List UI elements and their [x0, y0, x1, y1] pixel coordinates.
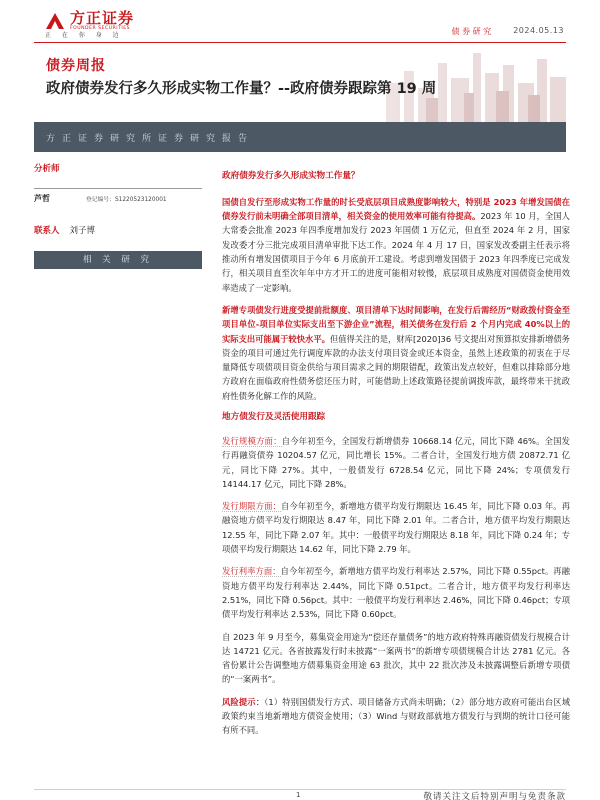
report-title: 政府债券发行多久形成实物工作量？--政府债券跟踪第 19 周	[46, 81, 437, 97]
sidebar-divider	[34, 188, 202, 189]
slogan: 正 在 你 身 边	[45, 32, 124, 39]
paragraph-2	[222, 303, 570, 403]
section-title-2: 地方债发行及灵活使用跟踪	[222, 412, 326, 423]
header-meta	[452, 26, 564, 37]
registration-number: 登记编号：S1220523120001	[86, 197, 167, 203]
term-text: 自今年初至今，新增地方债平均发行期限达 16.45 年，同比下降 0.03 年。再融资地方债平均发行期限达 8.47 年，同比下降 2.01 年。二者合计，地方债平均发行期限达 12.55 年，同比下降 2.07 年。其中：一般债平均发行期限达 8.18 年，同比下降 0.24 年；专项债平均发行期限达 14.62 年，同比下降 2.79 年。	[222, 501, 570, 555]
sidebar	[34, 162, 202, 269]
paragraph-2-body: 但值得关注的是，财库[2020]36 号文提出对预算拟安排新增债务资金的项目可通过先行调度库款的办法支付项目资金或还本资金，虽然上述政策的初衷在于尽量降低专项债项目资金供给与项目需求之间的期限错配，政策出发点较好，但难以排除部分地方政府在面临政府性债务偿还压力时，可能借助上述政策路径提前调拨库款，最终带来干扰政府性债务化解工作的风险。	[222, 333, 570, 401]
section-title-1: 政府债券发行多久形成实物工作量？	[222, 171, 360, 181]
paragraph-1-body: 2023 年 10 月，全国人大常委会批准 2023 年四季度增加发行 2023 年国债 1 万亿元，但直至 2024 年 2 月，国家发改委才分三批完成项目清单审批下达工作。2024 年 4 月 17 日，国家发改委副主任表示将推动所有增发国债项目于今年 6 月底前开工建设。考虑到增发国债于 2023 年四季度已完成发行，相关项目直至次年年中方才开工的进度可能相对较慢，底层项目成熟度对国债资金使用效率造成了一定影响。	[222, 211, 570, 293]
term-label: 发行期限方面：	[222, 501, 281, 512]
issuance-term-paragraph	[222, 499, 570, 556]
contact-name: 刘子博	[69, 226, 96, 236]
rate-label: 发行利率方面：	[222, 566, 281, 577]
institute-band	[34, 122, 566, 152]
report-type: 债券周报	[46, 58, 106, 74]
report-date: 2024.05.13	[513, 26, 564, 35]
paragraph-1-highlight: 国债自发行至形成实物工作量的时长受底层项目成熟度影响较大，特别是 2023 年增发国债在债券发行前未明确全部项目清单，相关资金的使用效率可能有待提高。	[222, 196, 570, 222]
contact-row	[34, 224, 202, 236]
brand-name: 方正证券	[70, 8, 135, 27]
issuance-scale-paragraph	[222, 434, 570, 491]
rate-text: 自今年初至今，新增地方债平均发行利率达 2.57%，同比下降 0.55pct。再融资地方债平均发行利率达 2.44%，同比下降 0.51pct。二者合计，地方债平均发行利率达 2.51%，同比下降 0.56pct。其中：一般债平均发行利率达 2.46%，同比下降 0.46pct；专项债平均发行利率达 2.53%，同比下降 0.60pct。	[222, 566, 570, 620]
paragraph-1	[222, 195, 570, 295]
founder-logo-icon	[44, 11, 66, 31]
analyst-row	[34, 193, 202, 204]
paragraph-2-highlight: 新增专项债发行进度受提前批额度、项目清单下达时间影响，在发行后需经历“财政拨付资金至项目单位-项目单位实际支出至下游企业”流程，相关债务在发行后 2 个月内完成 40%以上的实际支出可能属于较快水平。	[222, 304, 570, 344]
risk-paragraph	[222, 695, 570, 738]
contact-label: 联系人	[34, 226, 60, 236]
issuance-rate-paragraph	[222, 564, 570, 621]
risk-text: （1）特别国债发行方式、项目储备方式尚未明确；（2）部分地方政府可能出台区域政策约束当地新增地方债资金使用；（3）Wind 与财政部就地方债发行与到期的统计口径可能有所不同。	[222, 696, 570, 736]
analyst-label: 分析师	[34, 164, 60, 174]
risk-label: 风险提示：	[222, 696, 265, 707]
special-refinancing-paragraph: 自 2023 年 9 月至今，募集资金用途为“偿还存量债务”的地方政府特殊再融资债发行规模合计达 14721 亿元。各省披露发行时未披露“一案两书”的新增专项债规模合计达 2781 亿元。各省份累计公告调整地方债募集资金用途 63 批次，其中 22 批次涉及未披露调整后新增专项债的“一案两书”。	[222, 631, 570, 685]
scale-label: 发行规模方面：	[222, 435, 282, 446]
scale-text: 自今年初至今，全国发行新增债券 10668.14 亿元，同比下降 46%。全国发行再融资债券 10204.57 亿元，同比增长 15%。二者合计，全国发行地方债 20872.71 亿元，同比下降 27%。其中，一般债发行 6728.54 亿元，同比下降 24%；专项债发行 14144.17 亿元，同比下降 28%。	[222, 435, 570, 489]
analyst-name: 芦哲	[34, 194, 50, 203]
main-content	[222, 170, 570, 738]
report-category: 债 券 研 究	[451, 27, 492, 36]
title-banner	[34, 43, 566, 123]
brand-name-en: FOUNDER SECURITIES	[70, 25, 131, 31]
related-research-header: 相 关 研 究	[34, 251, 202, 269]
disclaimer-note: 敬请关注文后特别声明与免责条款	[423, 792, 566, 800]
institute-label: 方正证券研究所证券研究报告	[46, 134, 255, 144]
page-number: 1	[296, 791, 301, 799]
